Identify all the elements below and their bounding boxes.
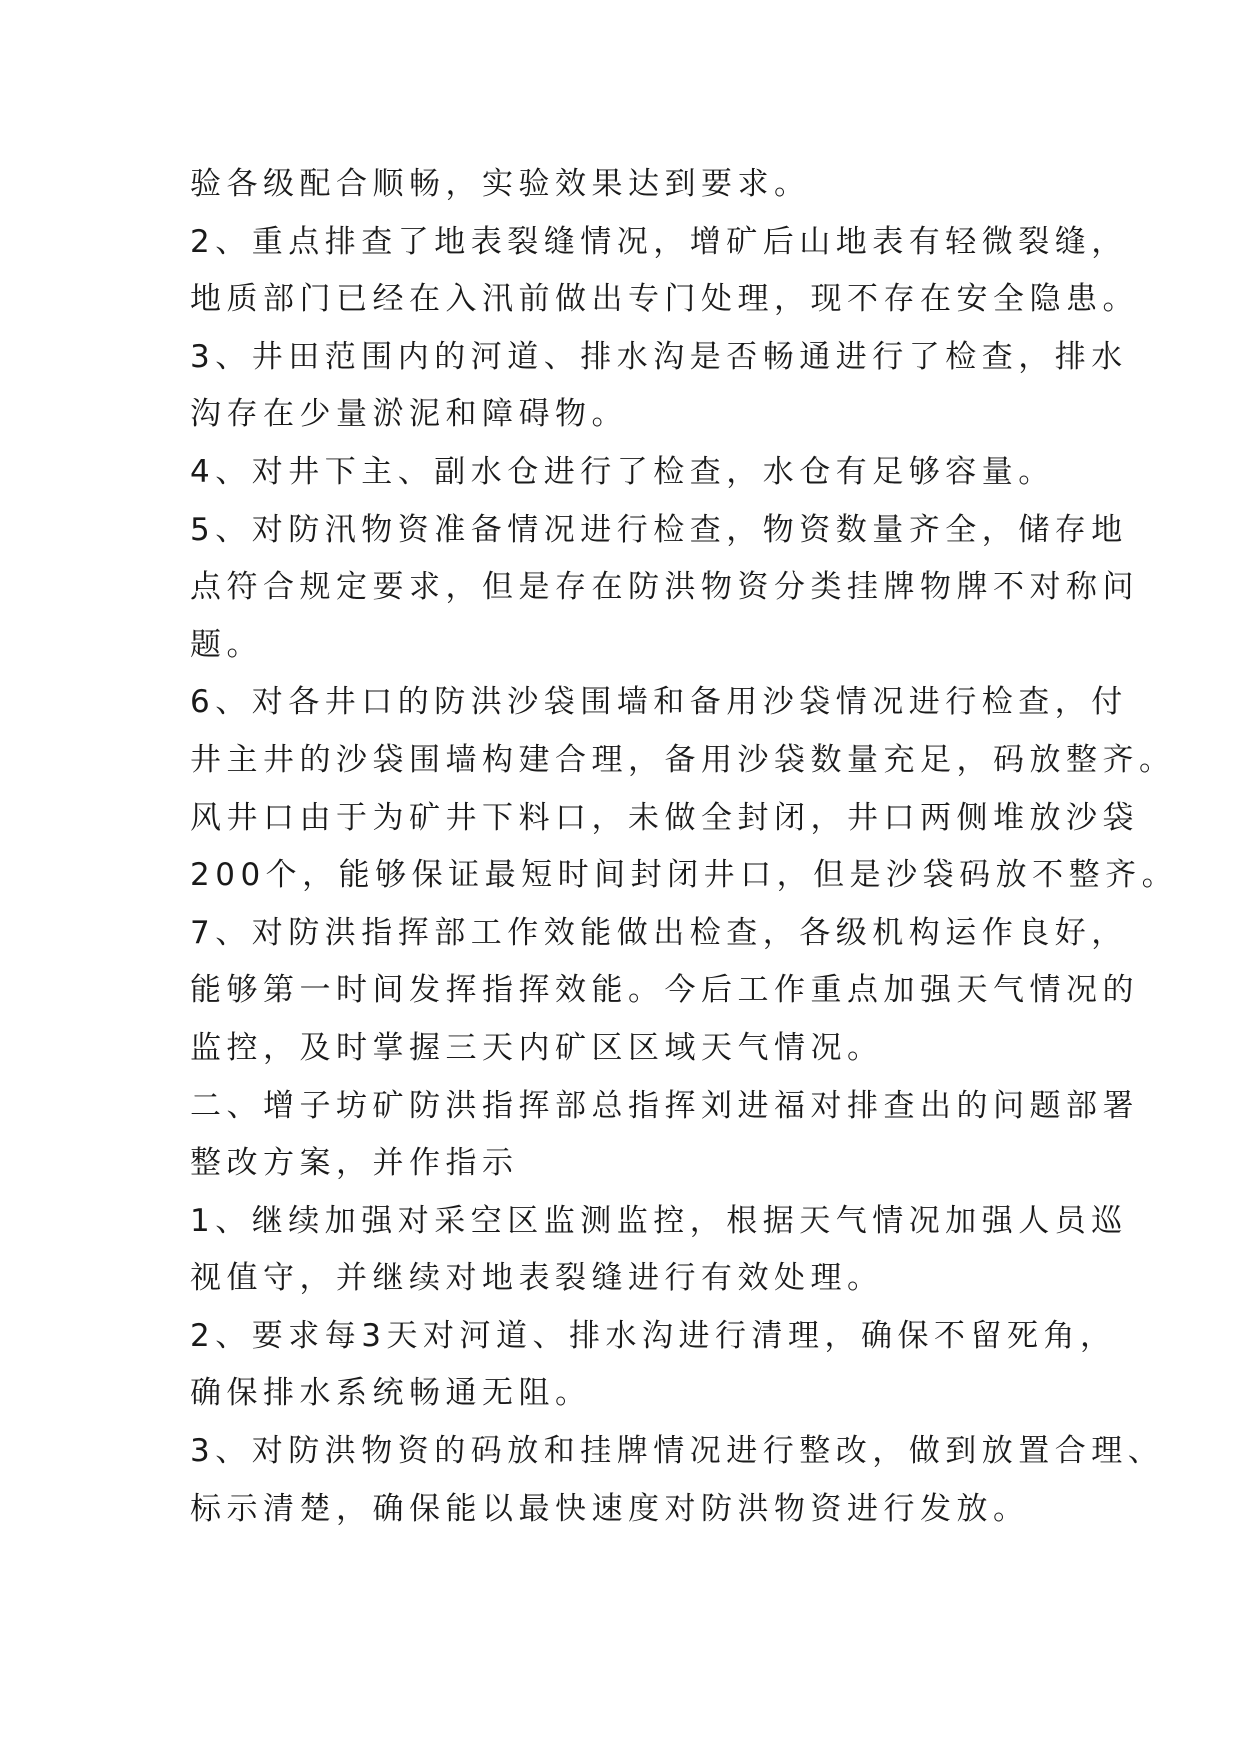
text-line: 2、重点排查了地表裂缝情况，增矿后山地表有轻微裂缝， [190,223,1128,260]
document-body [190,156,1179,1538]
text-line: 井主井的沙袋围墙构建合理，备用沙袋数量充足，码放整齐。 [190,741,1176,778]
text-line: 7、对防洪指挥部工作效能做出检查，各级机构运作良好， [190,914,1128,951]
text-line: 能够第一时间发挥指挥效能。今后工作重点加强天气情况的 [190,972,1139,1009]
text-line: 二、增子坊矿防洪指挥部总指挥刘进福对排查出的问题部署 [190,1087,1139,1124]
text-line: 2、要求每3天对河道、排水沟进行清理，确保不留死角， [190,1317,1117,1354]
text-line: 整改方案，并作指示 [190,1145,519,1182]
text-line: 地质部门已经在入汛前做出专门处理，现不存在安全隐患。 [190,281,1139,318]
text-line: 确保排水系统畅通无阻。 [190,1375,592,1412]
text-line: 题。 [190,626,263,663]
text-line: 点符合规定要求，但是存在防洪物资分类挂牌物牌不对称问 [190,569,1139,606]
text-line: 3、井田范围内的河道、排水沟是否畅通进行了检查，排水 [190,338,1128,375]
text-line: 1、继续加强对采空区监测监控，根据天气情况加强人员巡 [190,1202,1128,1239]
text-line: 3、对防洪物资的码放和挂牌情况进行整改，做到放置合理、 [190,1433,1165,1470]
text-line: 6、对各井口的防洪沙袋围墙和备用沙袋情况进行检查，付 [190,684,1128,721]
text-line: 验各级配合顺畅，实验效果达到要求。 [190,166,811,202]
text-line: 5、对防汛物资准备情况进行检查，物资数量齐全，储存地 [190,511,1128,548]
text-line: 监控，及时掌握三天内矿区区域天气情况。 [190,1029,884,1066]
text-line: 标示清楚，确保能以最快速度对防洪物资进行发放。 [190,1490,1030,1527]
text-line: 沟存在少量淤泥和障碍物。 [190,396,628,433]
text-line: 4、对井下主、副水仓进行了检查，水仓有足够容量。 [190,453,1055,490]
text-line: 200个，能够保证最短时间封闭井口，但是沙袋码放不整齐。 [190,857,1179,894]
text-line: 视值守，并继续对地表裂缝进行有效处理。 [190,1260,884,1297]
text-line: 风井口由于为矿井下料口，未做全封闭，井口两侧堆放沙袋 [190,799,1139,836]
